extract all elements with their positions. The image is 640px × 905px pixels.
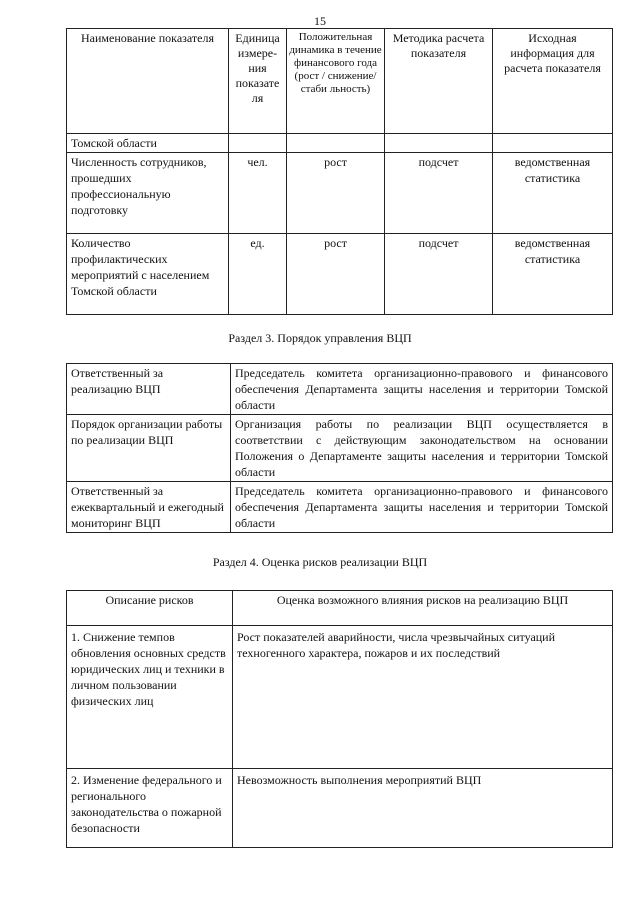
indicator-source — [493, 134, 613, 153]
management-value: Председатель комитета организационно-правового и финансового обеспечения Департамента защиты населения и территории Томской области — [231, 482, 613, 533]
indicator-unit: ед. — [229, 234, 287, 315]
risk-impact: Невозможность выполнения мероприятий ВЦП — [233, 769, 613, 848]
indicator-method — [385, 134, 493, 153]
table-row — [67, 415, 613, 482]
header-dynamics: Положительная динамика в течение финансового года (рост / снижение/стаби льность) — [287, 29, 385, 134]
page-number: 15 — [314, 14, 326, 28]
table-row — [67, 153, 613, 234]
indicator-source: ведомственная статистика — [493, 234, 613, 315]
management-table — [66, 363, 613, 533]
management-label: Ответственный за ежеквартальный и ежегодный мониторинг ВЦП — [67, 482, 231, 533]
indicator-dynamics: рост — [287, 234, 385, 315]
management-label: Порядок организации работы по реализации ВЦП — [67, 415, 231, 482]
indicator-name: Томской области — [67, 134, 229, 153]
indicators-table — [66, 28, 613, 315]
risk-description: 1. Снижение темпов обновления основных средств юридических лиц и техники в личном пользовании физических лиц — [67, 626, 233, 769]
header-unit: Единица измере-ния показате ля — [229, 29, 287, 134]
risks-header-row — [67, 591, 613, 626]
header-risk-impact: Оценка возможного влияния рисков на реализацию ВЦП — [233, 591, 613, 626]
indicator-unit — [229, 134, 287, 153]
indicator-dynamics — [287, 134, 385, 153]
table-row — [67, 626, 613, 769]
header-indicator-name: Наименование показателя — [67, 29, 229, 134]
table-row — [67, 234, 613, 315]
management-value: Организация работы по реализации ВЦП осуществляется в соответствии с действующим законодательством на основании Положения о Департаменте защиты населения и территории Томской области — [231, 415, 613, 482]
indicators-header-row — [67, 29, 613, 134]
indicator-name: Численность сотрудников, прошедших профессиональную подготовку — [67, 153, 229, 234]
management-value: Председатель комитета организационно-правового и финансового обеспечения Департамента защиты населения и территории Томской области — [231, 364, 613, 415]
header-source: Исходная информация для расчета показателя — [493, 29, 613, 134]
section4-title: Раздел 4. Оценка рисков реализации ВЦП — [212, 555, 428, 569]
risk-impact: Рост показателей аварийности, числа чрезвычайных ситуаций техногенного характера, пожаров и их последствий — [233, 626, 613, 769]
indicator-name: Количество профилактических мероприятий с населением Томской области — [67, 234, 229, 315]
indicator-dynamics: рост — [287, 153, 385, 234]
indicator-method: подсчет — [385, 234, 493, 315]
indicator-method: подсчет — [385, 153, 493, 234]
table-row — [67, 134, 613, 153]
section3-title: Раздел 3. Порядок управления ВЦП — [228, 331, 412, 345]
header-risk-description: Описание рисков — [67, 591, 233, 626]
management-label: Ответственный за реализацию ВЦП — [67, 364, 231, 415]
indicator-unit: чел. — [229, 153, 287, 234]
table-row — [67, 364, 613, 415]
risks-table — [66, 590, 613, 848]
indicator-source: ведомственная статистика — [493, 153, 613, 234]
header-method: Методика расчета показателя — [385, 29, 493, 134]
table-row — [67, 482, 613, 533]
table-row — [67, 769, 613, 848]
risk-description: 2. Изменение федерального и регионального законодательства о пожарной безопасности — [67, 769, 233, 848]
